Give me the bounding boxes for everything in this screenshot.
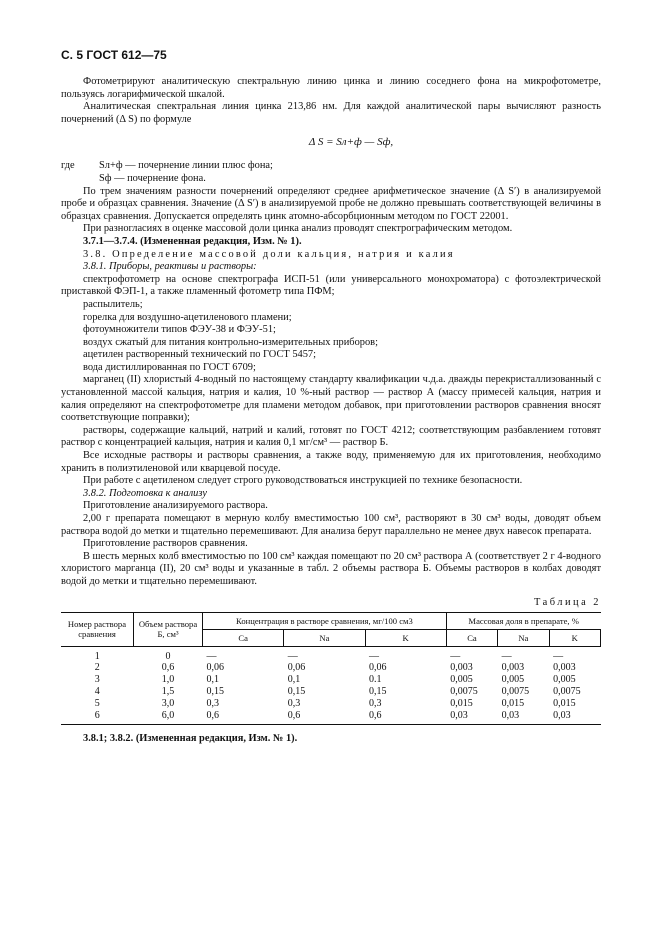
paragraph: При работе с ацетиленом следует строго руководствоваться инструкцией по технике безопасности. xyxy=(83,475,523,487)
cell: 0,06 xyxy=(206,662,224,674)
header-volume: Объем раствора Б, см³ xyxy=(134,612,203,646)
cell: 0,005 xyxy=(450,674,473,686)
cell: 0,15 xyxy=(287,685,306,697)
cell: 0,003 xyxy=(501,662,525,674)
table-caption: Таблица 2 xyxy=(534,596,601,608)
cell: 0,003 xyxy=(450,662,473,674)
header-number: Номер раствора сравнения xyxy=(61,612,134,646)
cell: 0,06 xyxy=(369,662,387,674)
section-heading: 3.8. Определение массовой доли кальция, натрия и калия xyxy=(83,248,455,260)
cell: 0,3 xyxy=(287,697,301,709)
cell: 0,015 xyxy=(450,697,473,709)
cell: — xyxy=(287,650,298,662)
cell: 0,005 xyxy=(501,674,525,686)
table-row xyxy=(61,674,601,686)
page-header: С. 5 ГОСТ 612—75 xyxy=(61,48,167,62)
list-item: марганец (II) хлористый 4-водный по настоящему стандарту квалификации ч.д.а. дважды перекристаллизованный с установленной массой кальция, натрия и калия, 10 %-ный раствор — раствор А (массу примесей кальция, натрия и калия определяют на спектрофотометре для пламени методом добавок, при приготовлении растворов сравнения вносят соответствующие поправки); xyxy=(61,374,601,424)
cell: 0,3 xyxy=(206,697,219,709)
cell: 0,6 xyxy=(161,662,175,674)
table-row xyxy=(61,698,601,710)
subheader-k: K xyxy=(365,629,446,646)
cell: — xyxy=(501,650,512,662)
formula: Δ S = Sл+ф — Sф, xyxy=(308,136,394,149)
list-item: воздух сжатый для питания контрольно-измерительных приборов; xyxy=(83,336,378,348)
table-row xyxy=(61,662,601,674)
list-item: горелка для воздушно-ацетиленового пламени; xyxy=(83,311,292,323)
cell: 0,005 xyxy=(553,674,576,686)
cell: 0,015 xyxy=(553,697,576,709)
cell: 0,0075 xyxy=(553,685,581,697)
cell: — xyxy=(206,650,217,662)
list-item: вода дистиллированная по ГОСТ 6709; xyxy=(83,361,256,373)
cell: 6 xyxy=(94,709,100,721)
list-item: спектрофотометр на основе спектрографа ИСП-51 (или универсального монохроматора) с фотоэлектрической приставкой ФЭП-1, а также пламенный фотометр типа ПФМ; xyxy=(61,273,601,298)
list-item: растворы, содержащие кальций, натрий и калий, готовят по ГОСТ 4212; соответствующим разбавлением готовят раствор с концентрацией кальция, натрия и калия 0,1 мг/см³ — раствор Б. xyxy=(61,424,601,449)
legend-item: Sф — почернение фона. xyxy=(99,172,206,184)
cell: 0.1 xyxy=(369,674,382,686)
cell: 0,03 xyxy=(450,709,468,721)
legend-label: где xyxy=(61,160,75,172)
cell: — xyxy=(369,650,379,662)
amendment-note: 3.7.1—3.7.4. (Измененная редакция, Изм. № 1). xyxy=(83,235,302,247)
subsection-heading: 3.8.2. Подготовка к анализу xyxy=(83,487,207,499)
cell: 0 xyxy=(165,650,171,662)
cell: 3,0 xyxy=(161,697,175,709)
list-item: фотоумножители типов ФЭУ-38 и ФЭУ-51; xyxy=(83,324,276,336)
subheader-k: K xyxy=(549,629,600,646)
cell: 0,06 xyxy=(287,662,306,674)
cell: 0,1 xyxy=(206,674,219,686)
header-concentration: Концентрация в растворе сравнения, мг/100 см3 xyxy=(203,612,447,629)
list-item: распылитель; xyxy=(83,298,143,310)
table-row xyxy=(61,686,601,698)
subheader-ca: Ca xyxy=(446,629,497,646)
cell: 0,15 xyxy=(206,685,224,697)
cell: 2 xyxy=(94,662,100,674)
cell: 6,0 xyxy=(161,709,175,721)
cell: 0,6 xyxy=(369,709,382,721)
cell: — xyxy=(553,650,564,662)
paragraph: Приготовление растворов сравнения. xyxy=(83,538,248,550)
cell: 1,5 xyxy=(161,685,175,697)
list-item: ацетилен растворенный технический по ГОСТ 5457; xyxy=(83,349,316,361)
cell: 0,1 xyxy=(287,674,301,686)
cell: 1,0 xyxy=(161,674,175,686)
subheader-ca: Ca xyxy=(203,629,284,646)
cell: 4 xyxy=(94,685,100,697)
cell: 0,015 xyxy=(501,697,525,709)
paragraph: 2,00 г препарата помещают в мерную колбу вместимостью 100 см³, растворяют в 30 см³ воды, доводят объем раствора водой до метки и тщательно перемешивают. Для анализа берут параллельно не менее двух навесок препарата. xyxy=(61,513,601,537)
paragraph: Приготовление анализируемого раствора. xyxy=(83,500,268,512)
cell: 0,03 xyxy=(553,709,571,721)
legend-item: Sл+ф — почернение линии плюс фона; xyxy=(99,160,273,172)
paragraph: Фотометрируют аналитическую спектральную линию цинка и линию соседнего фона на микрофотометре, пользуясь логарифмической шкалой. xyxy=(61,76,601,100)
data-table xyxy=(61,612,601,726)
cell: 0,003 xyxy=(553,662,576,674)
cell: 5 xyxy=(94,697,100,709)
subheader-na: Na xyxy=(284,629,365,646)
cell: 3 xyxy=(94,674,100,686)
paragraph: По трем значениям разности почернений определяют среднее арифметическое значение (Δ S′) в анализируемой пробе и образцах сравнения. Значение (Δ S′) в анализируемой пробе не должно превышать соответствующей величины в образцах сравнения. Допускается определять цинк атомно-абсорбционным методом по ГОСТ 22001. xyxy=(61,185,601,222)
subheader-na: Na xyxy=(498,629,549,646)
cell: 0,0075 xyxy=(450,685,478,697)
amendment-note: 3.8.1; 3.8.2. (Измененная редакция, Изм. № 1). xyxy=(83,733,298,745)
cell: 0,3 xyxy=(369,697,382,709)
paragraph: В шесть мерных колб вместимостью по 100 см³ каждая помещают по 20 см³ раствора А (соответствует 2 г 4-водного хлористого марганца (II), 20 см³ воды и указанные в табл. 2 объемы раствора Б. Объемы растворов в колбах доводят водой до метки и тщательно перемешивают. xyxy=(61,550,601,587)
cell: 0,6 xyxy=(287,709,301,721)
cell: 0,6 xyxy=(206,709,219,721)
paragraph: Все исходные растворы и растворы сравнения, а также воду, применяемую для их приготовления, необходимо хранить в полиэтиленовой или кварцевой посуде. xyxy=(61,450,601,474)
cell: 1 xyxy=(94,650,100,662)
subsection-heading: 3.8.1. Приборы, реактивы и растворы: xyxy=(83,261,257,273)
cell: 0,15 xyxy=(369,685,387,697)
document-page xyxy=(61,48,601,746)
cell: 0,03 xyxy=(501,709,520,721)
paragraph: При разногласиях в оценке массовой доли цинка анализ проводят спектрографическим методом. xyxy=(83,223,513,235)
table-row xyxy=(61,651,601,663)
cell: 0,0075 xyxy=(501,685,530,697)
table-row xyxy=(61,710,601,722)
header-mass-fraction: Массовая доля в препарате, % xyxy=(446,612,600,629)
paragraph: Аналитическая спектральная линия цинка 213,86 нм. Для каждой аналитической пары вычисляют разность почернений (Δ S) по формуле xyxy=(61,101,601,125)
cell: — xyxy=(450,650,461,662)
formula-legend xyxy=(61,160,601,185)
